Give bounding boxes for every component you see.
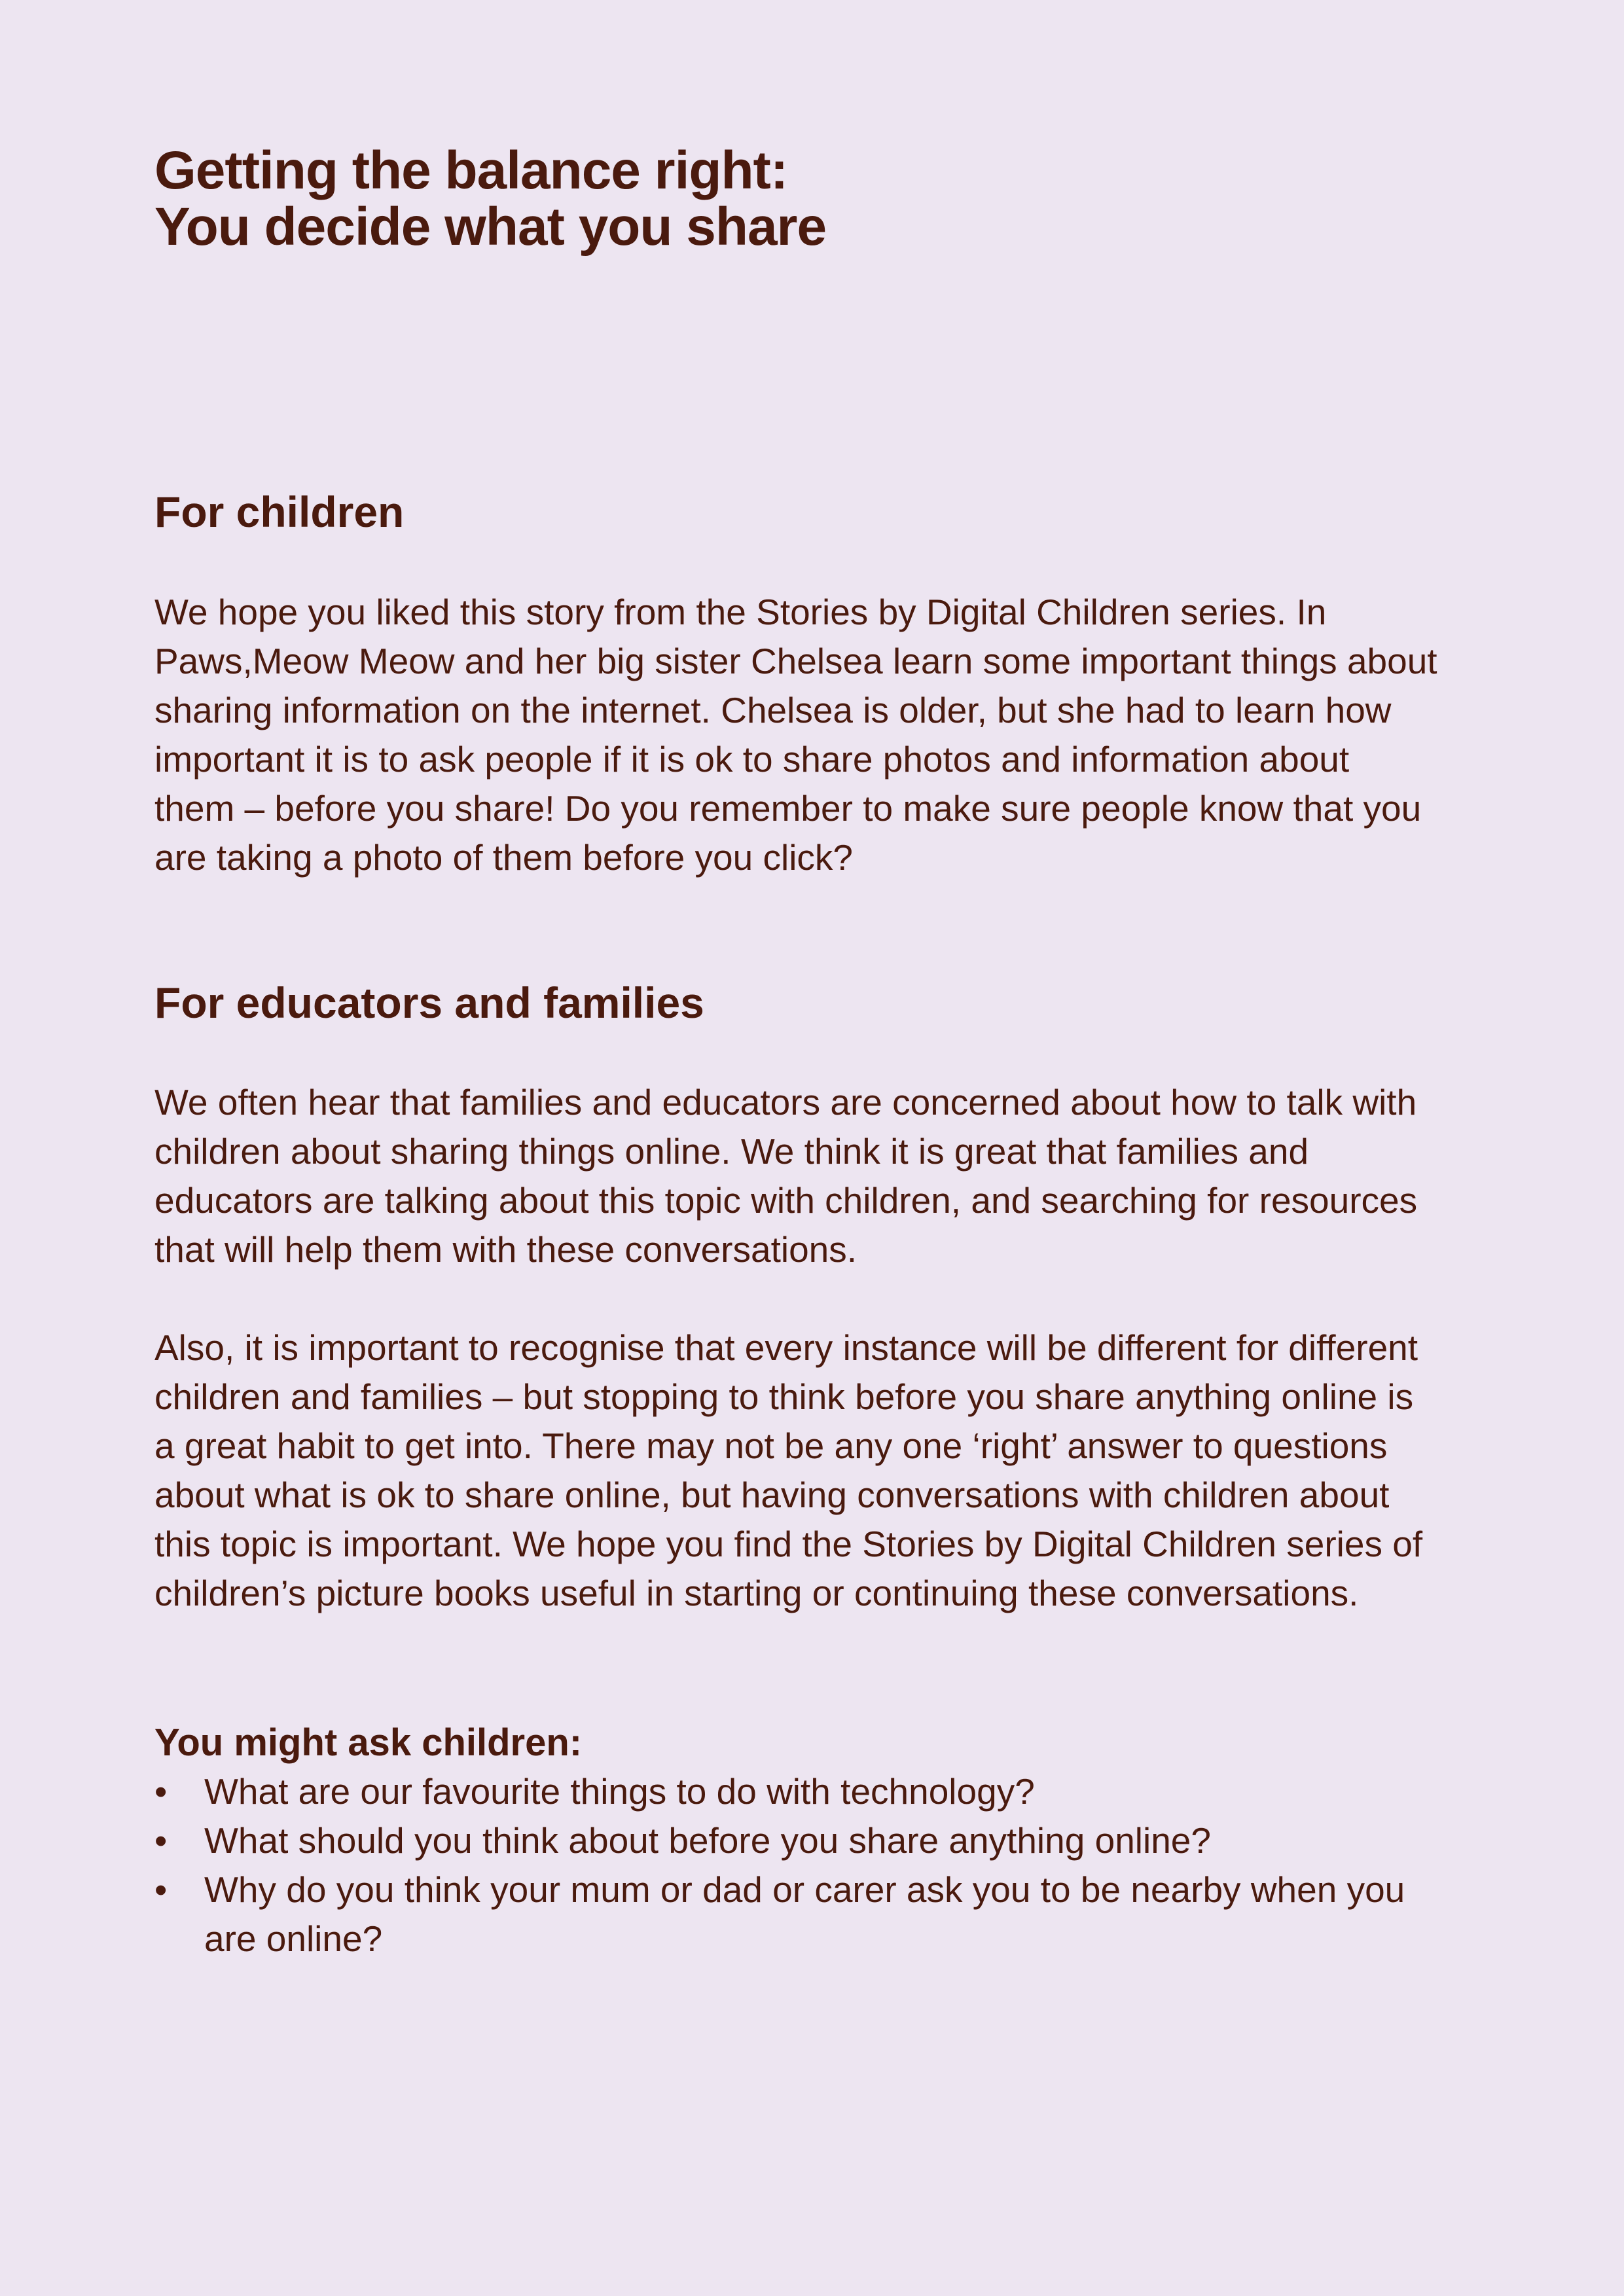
list-item: [154, 1816, 1437, 1865]
page-title: [154, 143, 826, 255]
questions-heading: You might ask children:: [154, 1721, 583, 1764]
list-item: [154, 1767, 1437, 1816]
page-title-line-2: You decide what you share: [154, 197, 827, 257]
bullet-icon: •: [154, 1771, 168, 1812]
list-item-text: What are our favourite things to do with technology?: [204, 1771, 1035, 1812]
bullet-icon: •: [154, 1869, 168, 1910]
educators-heading: For educators and families: [154, 978, 704, 1027]
children-paragraph: We hope you liked this story from the Stories by Digital Children series. In Paws,Meow Meow and her big sister Chelsea learn some important things about sharing information on the internet. Chelsea is older, but she had to learn how important it is to ask people if it is ok to share photos and information about them – before you share! Do you remember to make sure people know that you are taking a photo of them before you click?: [154, 592, 1437, 878]
children-heading: For children: [154, 488, 405, 536]
page-title-line-1: Getting the balance right:: [154, 141, 788, 200]
educators-paragraph-2: Also, it is important to recognise that every instance will be different for different children and families – but stopping to think before you share anything online is a great habit to get into. There may not be any one ‘right’ answer to questions about what is ok to share online, but having conversations with children about this topic is important. We hope you find the Stories by Digital Children series of children’s picture books useful in starting or continuing these conversations.: [154, 1327, 1423, 1613]
questions-list: [154, 1767, 1437, 1964]
bullet-icon: •: [154, 1820, 168, 1861]
list-item-text: Why do you think your mum or dad or carer ask you to be nearby when you are online?: [204, 1869, 1405, 1959]
educators-paragraph-1: We often hear that families and educators are concerned about how to talk with children about sharing things online. We think it is great that families and educators are talking about this topic with children, and searching for resources that will help them with these conversations.: [154, 1082, 1418, 1270]
list-item-text: What should you think about before you share anything online?: [204, 1820, 1211, 1861]
list-item: [154, 1865, 1437, 1964]
